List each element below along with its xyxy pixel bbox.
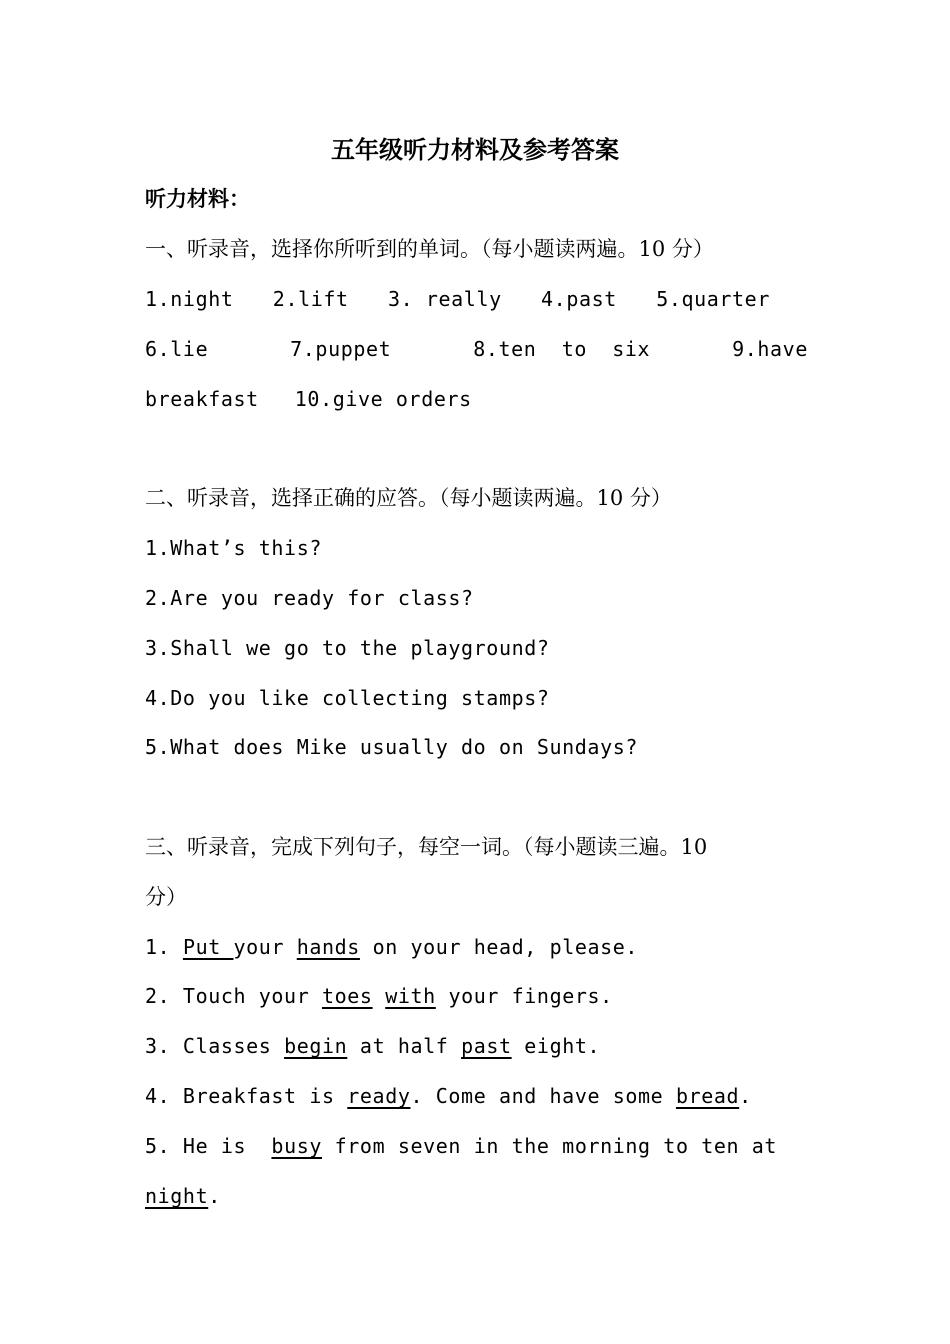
word-item: 4.past bbox=[541, 287, 617, 311]
answer-word: night bbox=[145, 1184, 209, 1208]
answer-word: begin bbox=[284, 1034, 348, 1058]
sentence-text: 2. Touch your bbox=[145, 984, 322, 1008]
sentence-text: at half bbox=[347, 1034, 462, 1058]
sentence-1 bbox=[145, 932, 810, 962]
sentence-text: your fingers. bbox=[435, 984, 613, 1008]
sentence-text: 4. Breakfast is bbox=[145, 1084, 348, 1108]
word-item: 5.quarter bbox=[656, 287, 770, 311]
sentence-text: 1. bbox=[145, 935, 183, 959]
sentence-3 bbox=[145, 1031, 810, 1061]
part1-row3 bbox=[145, 384, 810, 414]
answer-word: bread bbox=[675, 1084, 740, 1108]
part1-row1 bbox=[145, 284, 770, 314]
answer-word: with bbox=[385, 984, 436, 1008]
word-item: 8.ten to six bbox=[473, 337, 651, 361]
sentence-text: 5. He is bbox=[145, 1134, 272, 1158]
sentence-text: . Come and have some bbox=[410, 1084, 676, 1108]
part1-row2 bbox=[145, 334, 808, 364]
part2-heading: 二、听录音，选择正确的应答。（每小题读两遍。10 分） bbox=[145, 486, 672, 510]
word-item: 3. really bbox=[387, 287, 502, 311]
page-title: 五年级听力材料及参考答案 bbox=[331, 135, 619, 164]
word-item: 7.puppet bbox=[290, 337, 392, 361]
answer-word: busy bbox=[271, 1134, 322, 1158]
word-item: 2.lift bbox=[272, 287, 349, 311]
part2-item: 4.Do you like collecting stamps? bbox=[145, 686, 550, 710]
part3-heading-cont: 分） bbox=[145, 885, 187, 909]
sentence-text: 3. Classes bbox=[145, 1034, 285, 1058]
word-item: 1.night bbox=[145, 287, 234, 311]
word-item: 10.give orders bbox=[294, 387, 472, 411]
word-item: 6.lie bbox=[145, 337, 209, 361]
sentence-text: . bbox=[739, 1084, 752, 1108]
part2-item: 1.What’s this? bbox=[145, 536, 322, 560]
answer-word: hands bbox=[296, 935, 360, 959]
sentence-text: your bbox=[233, 935, 297, 959]
answer-word: toes bbox=[321, 984, 373, 1008]
part2-item: 2.Are you ready for class? bbox=[145, 586, 474, 610]
sentence-text: . bbox=[208, 1184, 221, 1208]
part2-item: 5.What does Mike usually do on Sundays? bbox=[145, 735, 638, 759]
sentence-5 bbox=[145, 1131, 808, 1161]
sentence-text: from seven in the morning to ten at bbox=[322, 1134, 778, 1158]
answer-word: Put bbox=[182, 935, 234, 959]
part3-heading: 三、听录音，完成下列句子，每空一词。（每小题读三遍。10 bbox=[145, 835, 708, 859]
sentence-text bbox=[373, 984, 386, 1008]
part2-item: 3.Shall we go to the playground? bbox=[145, 636, 550, 660]
word-item: 9.have bbox=[732, 337, 808, 361]
sentence-5-cont bbox=[145, 1181, 810, 1211]
answer-word: past bbox=[461, 1034, 512, 1058]
sentence-4 bbox=[145, 1081, 810, 1111]
word-item: breakfast bbox=[145, 387, 259, 411]
part1-heading: 一、听录音，选择你所听到的单词。（每小题读两遍。10 分） bbox=[145, 237, 714, 261]
sentence-text: eight. bbox=[511, 1034, 601, 1058]
sentence-2 bbox=[145, 981, 810, 1011]
section-label: 听力材料： bbox=[145, 186, 250, 211]
answer-word: ready bbox=[347, 1084, 411, 1108]
sentence-text: on your head, please. bbox=[359, 935, 639, 959]
